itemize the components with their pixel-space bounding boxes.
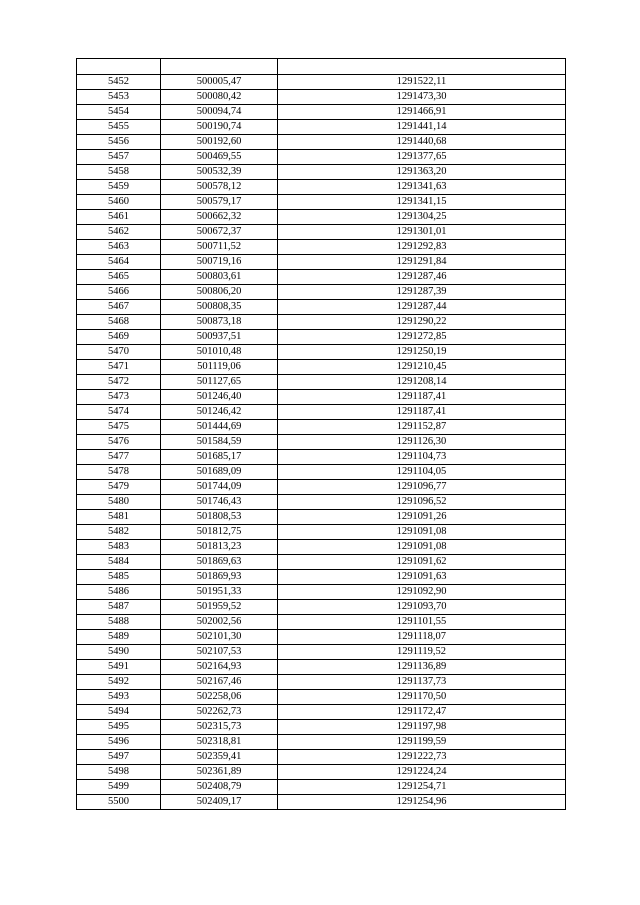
table-row <box>77 510 566 525</box>
cell-y-coordinate: 1291104,73 <box>278 450 566 465</box>
cell-point-number: 5479 <box>77 480 161 495</box>
table-row <box>77 210 566 225</box>
table-row <box>77 735 566 750</box>
cell-point-number: 5469 <box>77 330 161 345</box>
cell-y-coordinate: 1291197,98 <box>278 720 566 735</box>
cell-y-coordinate: 1291290,22 <box>278 315 566 330</box>
cell-y-coordinate: 1291208,14 <box>278 375 566 390</box>
cell-x-coordinate: 502002,56 <box>161 615 278 630</box>
cell-y-coordinate: 1291466,91 <box>278 105 566 120</box>
table-row <box>77 300 566 315</box>
cell-x-coordinate: 500469,55 <box>161 150 278 165</box>
coordinates-table <box>76 58 566 810</box>
table-row <box>77 570 566 585</box>
cell-y-coordinate: 1291440,68 <box>278 135 566 150</box>
table-row <box>77 465 566 480</box>
cell-y-coordinate: 1291118,07 <box>278 630 566 645</box>
cell-x-coordinate: 502258,06 <box>161 690 278 705</box>
cell-x-coordinate: 500806,20 <box>161 285 278 300</box>
cell-point-number: 5480 <box>77 495 161 510</box>
table-row <box>77 240 566 255</box>
cell-point-number: 5459 <box>77 180 161 195</box>
cell-x-coordinate: 500080,42 <box>161 90 278 105</box>
cell-point-number: 5461 <box>77 210 161 225</box>
cell-y-coordinate: 1291473,30 <box>278 90 566 105</box>
cell-y-coordinate: 1291341,63 <box>278 180 566 195</box>
cell-point-number: 5483 <box>77 540 161 555</box>
header-cell-point <box>77 59 161 75</box>
table-row <box>77 660 566 675</box>
table-row <box>77 780 566 795</box>
cell-x-coordinate: 501808,53 <box>161 510 278 525</box>
table-row <box>77 750 566 765</box>
cell-point-number: 5489 <box>77 630 161 645</box>
cell-y-coordinate: 1291170,50 <box>278 690 566 705</box>
table-row <box>77 255 566 270</box>
cell-x-coordinate: 500937,51 <box>161 330 278 345</box>
cell-x-coordinate: 502164,93 <box>161 660 278 675</box>
cell-y-coordinate: 1291287,46 <box>278 270 566 285</box>
table-row <box>77 690 566 705</box>
table-row <box>77 390 566 405</box>
header-cell-x <box>161 59 278 75</box>
cell-y-coordinate: 1291137,73 <box>278 675 566 690</box>
table-row <box>77 120 566 135</box>
cell-point-number: 5474 <box>77 405 161 420</box>
table-row <box>77 180 566 195</box>
cell-point-number: 5473 <box>77 390 161 405</box>
cell-point-number: 5487 <box>77 600 161 615</box>
cell-point-number: 5455 <box>77 120 161 135</box>
table-row <box>77 765 566 780</box>
cell-y-coordinate: 1291250,19 <box>278 345 566 360</box>
cell-y-coordinate: 1291287,39 <box>278 285 566 300</box>
cell-x-coordinate: 501744,09 <box>161 480 278 495</box>
cell-x-coordinate: 502359,41 <box>161 750 278 765</box>
cell-x-coordinate: 501959,52 <box>161 600 278 615</box>
cell-x-coordinate: 501246,42 <box>161 405 278 420</box>
cell-point-number: 5492 <box>77 675 161 690</box>
cell-x-coordinate: 500808,35 <box>161 300 278 315</box>
cell-y-coordinate: 1291441,14 <box>278 120 566 135</box>
table-row <box>77 420 566 435</box>
table-row <box>77 345 566 360</box>
cell-y-coordinate: 1291377,65 <box>278 150 566 165</box>
table-row <box>77 285 566 300</box>
cell-x-coordinate: 500579,17 <box>161 195 278 210</box>
cell-y-coordinate: 1291104,05 <box>278 465 566 480</box>
cell-y-coordinate: 1291172,47 <box>278 705 566 720</box>
table-row <box>77 135 566 150</box>
cell-x-coordinate: 500190,74 <box>161 120 278 135</box>
cell-x-coordinate: 501869,93 <box>161 570 278 585</box>
cell-point-number: 5467 <box>77 300 161 315</box>
cell-x-coordinate: 502408,79 <box>161 780 278 795</box>
table-row <box>77 435 566 450</box>
cell-y-coordinate: 1291522,11 <box>278 75 566 90</box>
table-row <box>77 615 566 630</box>
cell-y-coordinate: 1291291,84 <box>278 255 566 270</box>
cell-y-coordinate: 1291272,85 <box>278 330 566 345</box>
cell-y-coordinate: 1291136,89 <box>278 660 566 675</box>
cell-point-number: 5471 <box>77 360 161 375</box>
cell-x-coordinate: 501246,40 <box>161 390 278 405</box>
cell-x-coordinate: 501127,65 <box>161 375 278 390</box>
table-row <box>77 720 566 735</box>
cell-y-coordinate: 1291119,52 <box>278 645 566 660</box>
cell-x-coordinate: 501010,48 <box>161 345 278 360</box>
cell-point-number: 5472 <box>77 375 161 390</box>
table-row <box>77 480 566 495</box>
cell-point-number: 5490 <box>77 645 161 660</box>
cell-x-coordinate: 501689,09 <box>161 465 278 480</box>
cell-point-number: 5488 <box>77 615 161 630</box>
cell-x-coordinate: 500005,47 <box>161 75 278 90</box>
table-row <box>77 645 566 660</box>
table-row <box>77 90 566 105</box>
cell-y-coordinate: 1291222,73 <box>278 750 566 765</box>
table-row <box>77 705 566 720</box>
cell-x-coordinate: 501685,17 <box>161 450 278 465</box>
cell-point-number: 5481 <box>77 510 161 525</box>
cell-y-coordinate: 1291126,30 <box>278 435 566 450</box>
cell-point-number: 5493 <box>77 690 161 705</box>
cell-point-number: 5478 <box>77 465 161 480</box>
table-row <box>77 330 566 345</box>
table-row <box>77 525 566 540</box>
cell-point-number: 5456 <box>77 135 161 150</box>
cell-x-coordinate: 500532,39 <box>161 165 278 180</box>
cell-y-coordinate: 1291152,87 <box>278 420 566 435</box>
cell-y-coordinate: 1291254,71 <box>278 780 566 795</box>
cell-x-coordinate: 500711,52 <box>161 240 278 255</box>
cell-x-coordinate: 501584,59 <box>161 435 278 450</box>
cell-point-number: 5465 <box>77 270 161 285</box>
cell-point-number: 5484 <box>77 555 161 570</box>
cell-point-number: 5453 <box>77 90 161 105</box>
table-row <box>77 630 566 645</box>
cell-point-number: 5463 <box>77 240 161 255</box>
cell-x-coordinate: 502315,73 <box>161 720 278 735</box>
cell-y-coordinate: 1291092,90 <box>278 585 566 600</box>
cell-y-coordinate: 1291304,25 <box>278 210 566 225</box>
cell-x-coordinate: 502167,46 <box>161 675 278 690</box>
cell-point-number: 5491 <box>77 660 161 675</box>
table-row <box>77 105 566 120</box>
cell-x-coordinate: 500803,61 <box>161 270 278 285</box>
cell-y-coordinate: 1291254,96 <box>278 795 566 810</box>
cell-point-number: 5468 <box>77 315 161 330</box>
table-row <box>77 585 566 600</box>
cell-x-coordinate: 500719,16 <box>161 255 278 270</box>
table-row <box>77 315 566 330</box>
cell-point-number: 5485 <box>77 570 161 585</box>
cell-point-number: 5464 <box>77 255 161 270</box>
table-row <box>77 165 566 180</box>
cell-x-coordinate: 502101,30 <box>161 630 278 645</box>
cell-y-coordinate: 1291091,62 <box>278 555 566 570</box>
cell-x-coordinate: 500578,12 <box>161 180 278 195</box>
cell-x-coordinate: 501444,69 <box>161 420 278 435</box>
cell-y-coordinate: 1291091,63 <box>278 570 566 585</box>
table-row <box>77 555 566 570</box>
cell-y-coordinate: 1291187,41 <box>278 390 566 405</box>
cell-point-number: 5470 <box>77 345 161 360</box>
cell-point-number: 5458 <box>77 165 161 180</box>
cell-x-coordinate: 501869,63 <box>161 555 278 570</box>
cell-point-number: 5457 <box>77 150 161 165</box>
cell-y-coordinate: 1291287,44 <box>278 300 566 315</box>
table-row <box>77 75 566 90</box>
cell-point-number: 5466 <box>77 285 161 300</box>
cell-x-coordinate: 502409,17 <box>161 795 278 810</box>
cell-y-coordinate: 1291341,15 <box>278 195 566 210</box>
cell-y-coordinate: 1291301,01 <box>278 225 566 240</box>
cell-y-coordinate: 1291096,52 <box>278 495 566 510</box>
cell-x-coordinate: 500672,37 <box>161 225 278 240</box>
cell-y-coordinate: 1291101,55 <box>278 615 566 630</box>
table-row <box>77 600 566 615</box>
cell-point-number: 5475 <box>77 420 161 435</box>
cell-x-coordinate: 501746,43 <box>161 495 278 510</box>
table-row <box>77 150 566 165</box>
cell-x-coordinate: 500662,32 <box>161 210 278 225</box>
table-row <box>77 795 566 810</box>
cell-point-number: 5486 <box>77 585 161 600</box>
cell-y-coordinate: 1291224,24 <box>278 765 566 780</box>
cell-point-number: 5482 <box>77 525 161 540</box>
cell-point-number: 5477 <box>77 450 161 465</box>
cell-point-number: 5452 <box>77 75 161 90</box>
table-row <box>77 495 566 510</box>
cell-y-coordinate: 1291292,83 <box>278 240 566 255</box>
cell-point-number: 5495 <box>77 720 161 735</box>
cell-x-coordinate: 501812,75 <box>161 525 278 540</box>
cell-x-coordinate: 500094,74 <box>161 105 278 120</box>
cell-x-coordinate: 502107,53 <box>161 645 278 660</box>
cell-point-number: 5498 <box>77 765 161 780</box>
cell-y-coordinate: 1291363,20 <box>278 165 566 180</box>
table-row <box>77 540 566 555</box>
cell-point-number: 5499 <box>77 780 161 795</box>
cell-point-number: 5476 <box>77 435 161 450</box>
cell-point-number: 5500 <box>77 795 161 810</box>
cell-x-coordinate: 501119,06 <box>161 360 278 375</box>
table-row <box>77 675 566 690</box>
table-header-row <box>77 59 566 75</box>
header-cell-y <box>278 59 566 75</box>
cell-y-coordinate: 1291187,41 <box>278 405 566 420</box>
cell-y-coordinate: 1291199,59 <box>278 735 566 750</box>
cell-x-coordinate: 501951,33 <box>161 585 278 600</box>
table-body <box>77 59 566 810</box>
cell-point-number: 5494 <box>77 705 161 720</box>
cell-x-coordinate: 502262,73 <box>161 705 278 720</box>
table-row <box>77 225 566 240</box>
cell-y-coordinate: 1291091,08 <box>278 540 566 555</box>
cell-y-coordinate: 1291210,45 <box>278 360 566 375</box>
cell-point-number: 5496 <box>77 735 161 750</box>
cell-x-coordinate: 502361,89 <box>161 765 278 780</box>
table-row <box>77 195 566 210</box>
cell-x-coordinate: 500873,18 <box>161 315 278 330</box>
cell-point-number: 5460 <box>77 195 161 210</box>
cell-y-coordinate: 1291091,08 <box>278 525 566 540</box>
cell-point-number: 5462 <box>77 225 161 240</box>
table-row <box>77 375 566 390</box>
table-row <box>77 270 566 285</box>
cell-y-coordinate: 1291093,70 <box>278 600 566 615</box>
cell-x-coordinate: 500192,60 <box>161 135 278 150</box>
cell-point-number: 5497 <box>77 750 161 765</box>
table-row <box>77 450 566 465</box>
cell-point-number: 5454 <box>77 105 161 120</box>
cell-x-coordinate: 501813,23 <box>161 540 278 555</box>
cell-x-coordinate: 502318,81 <box>161 735 278 750</box>
table-row <box>77 360 566 375</box>
cell-y-coordinate: 1291091,26 <box>278 510 566 525</box>
table-row <box>77 405 566 420</box>
cell-y-coordinate: 1291096,77 <box>278 480 566 495</box>
